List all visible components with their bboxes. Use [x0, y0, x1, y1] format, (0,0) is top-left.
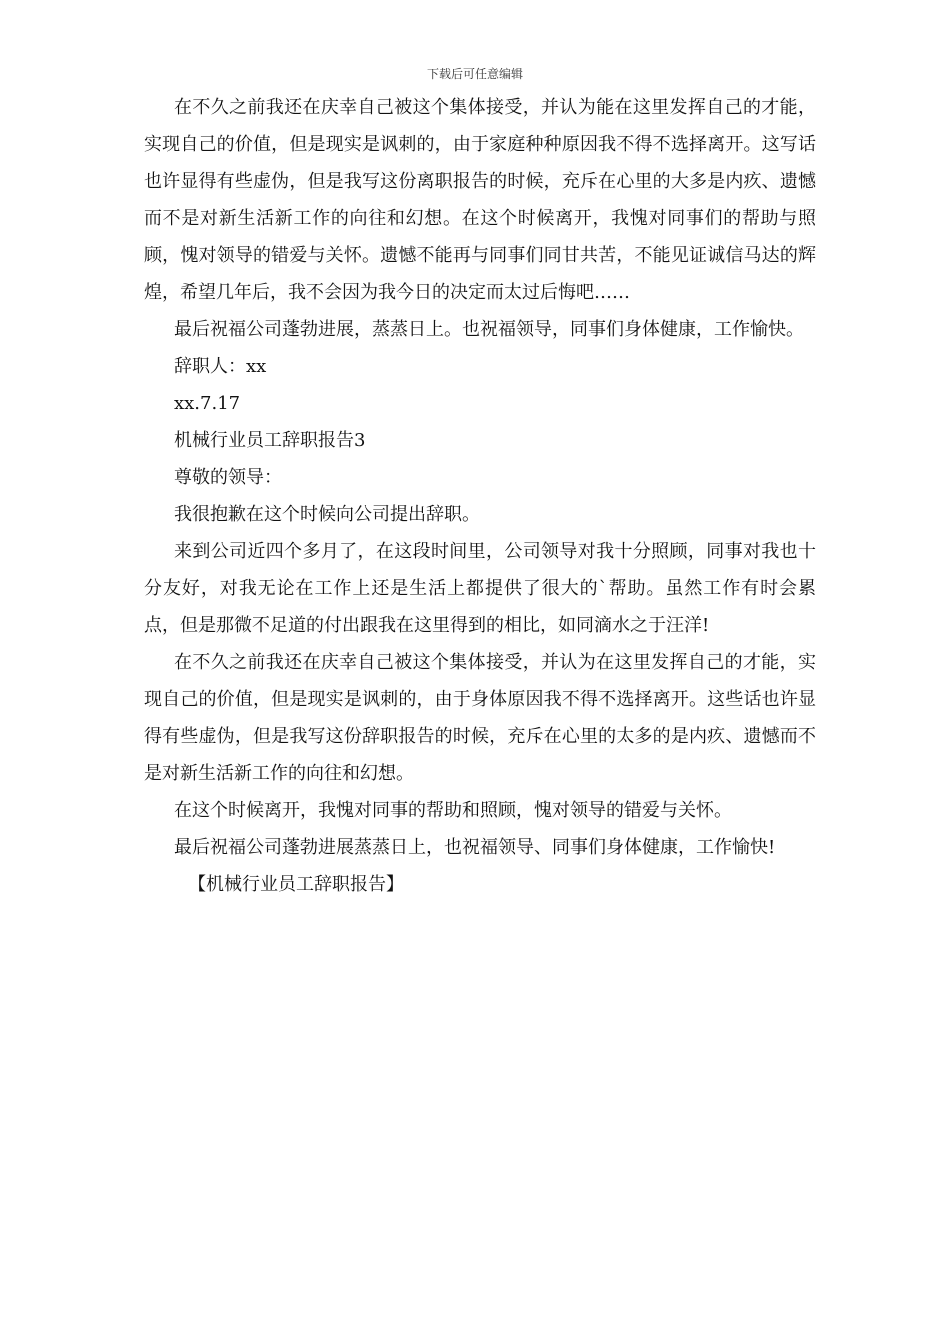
closing-title: 【机械行业员工辞职报告】 — [188, 874, 404, 895]
signature-line: 辞职人：xx — [174, 356, 267, 377]
paragraph-experience: 来到公司近四个多月了，在这段时间里，公司领导对我十分照顾，同事对我也十分友好，对我无论在工作上还是生活上都提供了很大的`帮助。虽然工作有时会累点，但是那微不足道的付出跟我在这里得到的相比，如同滴水之于汪洋! — [144, 541, 816, 636]
salutation: 尊敬的领导： — [174, 467, 282, 488]
date-line: xx.7.17 — [174, 393, 241, 414]
paragraph-wishes: 最后祝福公司蓬勃进展，蒸蒸日上。也祝福领导，同事们身体健康，工作愉快。 — [174, 319, 804, 340]
paragraph-apology: 我很抱歉在这个时候向公司提出辞职。 — [174, 504, 480, 525]
document-body — [144, 89, 816, 903]
paragraph-farewell: 在不久之前我还在庆幸自己被这个集体接受，并认为能在这里发挥自己的才能，实现自己的价值，但是现实是讽刺的，由于家庭种种原因我不得不选择离开。这写话也许显得有些虚伪，但是我写这份离职报告的时候，充斥在心里的大多是内疚、遗憾而不是对新生活新工作的向往和幻想。在这个时候离开，我愧对同事们的帮助与照顾，愧对领导的错爱与关怀。遗憾不能再与同事们同甘共苦，不能见证诚信马达的辉煌，希望几年后，我不会因为我今日的决定而太过后悔吧…… — [144, 97, 816, 303]
paragraph-reason: 在不久之前我还在庆幸自己被这个集体接受，并认为在这里发挥自己的才能，实现自己的价值，但是现实是讽刺的，由于身体原因我不得不选择离开。这些话也许显得有些虚伪，但是我写这份辞职报告的时候，充斥在心里的太多的是内疚、遗憾而不是对新生活新工作的向往和幻想。 — [144, 652, 816, 784]
paragraph-final-wishes: 最后祝福公司蓬勃进展蒸蒸日上，也祝福领导、同事们身体健康，工作愉快! — [174, 837, 776, 858]
page-header-note: 下载后可任意编辑 — [426, 67, 523, 81]
paragraph-regret: 在这个时候离开，我愧对同事的帮助和照顾，愧对领导的错爱与关怀。 — [174, 800, 732, 821]
section-title: 机械行业员工辞职报告3 — [174, 430, 366, 451]
